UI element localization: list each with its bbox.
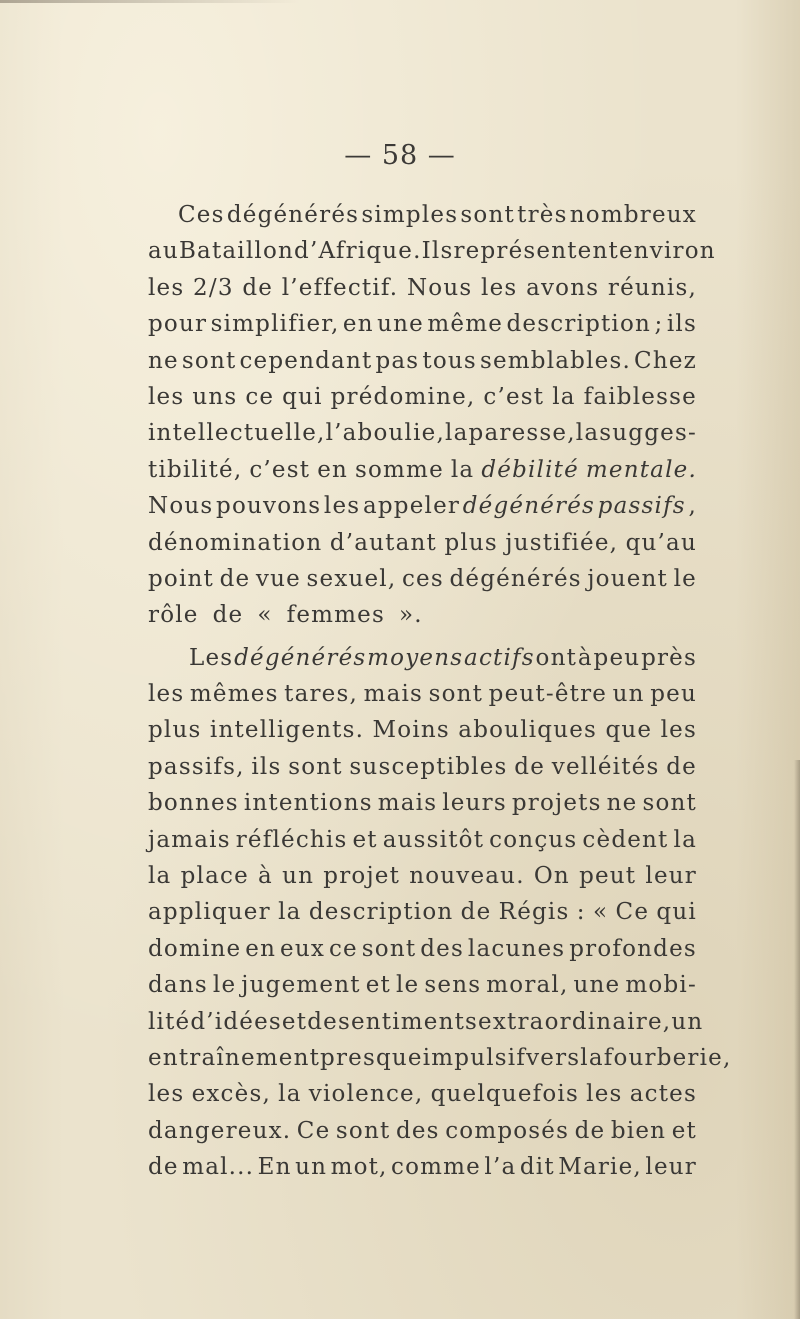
text-line (148, 488, 697, 524)
word: sont (288, 753, 343, 780)
word: actes (629, 1081, 697, 1108)
word: une (573, 972, 621, 999)
word: appeler (362, 493, 461, 520)
text-line (148, 1040, 732, 1076)
word: et (365, 972, 391, 999)
text-line (148, 1004, 704, 1040)
word: Marie, (558, 1154, 642, 1181)
word: ils (251, 753, 282, 780)
word: les (481, 274, 518, 301)
word: sont (642, 790, 697, 817)
word: Ils (421, 238, 454, 265)
text-line (148, 822, 697, 858)
word: dénomination (148, 529, 323, 556)
text-line (148, 858, 697, 894)
word: entraînement (148, 1044, 321, 1071)
word: la (148, 863, 172, 890)
word: Nous (148, 493, 214, 520)
word: c’est (483, 383, 545, 410)
word: , (688, 493, 697, 520)
word: en (245, 935, 277, 962)
word: en (317, 456, 349, 483)
word: et (281, 1008, 308, 1035)
word: Ces (178, 202, 225, 228)
word: paresse, (468, 420, 576, 447)
word: appliquer (148, 899, 271, 926)
word: intentions (243, 790, 373, 817)
text-line (148, 597, 697, 633)
word: ont (535, 644, 578, 671)
text-line (148, 379, 697, 415)
word: les (323, 493, 361, 520)
word: de (666, 753, 697, 780)
word: Les (189, 644, 234, 671)
word: plus (148, 717, 202, 744)
word: intelligents. (209, 717, 365, 744)
word: description (308, 899, 454, 926)
word: leur (645, 1154, 697, 1181)
word: bonnes (148, 790, 239, 817)
word: tares, (284, 681, 359, 708)
word: c’est (249, 456, 311, 483)
text-line (148, 967, 697, 1003)
word: très (517, 202, 568, 228)
word: mot, (330, 1154, 388, 1181)
word: jugement (241, 972, 361, 999)
word: le (212, 972, 237, 999)
word: susceptibles (349, 753, 508, 780)
italic-word: moyens (367, 644, 464, 671)
word: 2/3 (193, 274, 234, 301)
word: représentent (453, 238, 619, 265)
text-line (148, 525, 697, 561)
word: pouvons (216, 493, 322, 520)
word: l’aboulie, (325, 420, 445, 447)
text-line (148, 1076, 697, 1112)
word: simples (361, 202, 459, 228)
word: vers (526, 1044, 581, 1071)
word: ces (401, 565, 444, 592)
word: le (395, 972, 420, 999)
word: environ (618, 238, 716, 265)
word: projets (511, 790, 602, 817)
word: peu (593, 644, 641, 671)
word: la (278, 1081, 302, 1108)
word: justifiée, (505, 529, 619, 556)
text-line (148, 1113, 697, 1149)
word: mais (377, 790, 438, 817)
word: dangereux. (148, 1117, 292, 1144)
word: le (673, 565, 697, 592)
word: ne (606, 790, 638, 817)
word: ce (328, 935, 358, 962)
italic-word: débilité (481, 456, 579, 483)
word: eux (280, 935, 326, 962)
word: de (307, 1008, 338, 1035)
word: ». (399, 602, 423, 629)
word: En (257, 1154, 292, 1181)
word: semblables. (479, 347, 631, 374)
word: avons (526, 274, 600, 301)
body-text (148, 197, 732, 1186)
text-line (148, 233, 716, 269)
word: velléités (551, 753, 660, 780)
word: des (420, 935, 464, 962)
word: dégénérés (449, 565, 582, 592)
text-line (148, 676, 697, 712)
word: Moins (372, 717, 450, 744)
word: ne (148, 347, 179, 374)
word: Chez (634, 347, 697, 374)
word: : (576, 899, 586, 926)
word: Bataillon (178, 238, 295, 265)
word: de (148, 1154, 179, 1181)
word: description (506, 311, 652, 338)
text-line (148, 270, 697, 306)
word: les (660, 717, 697, 744)
word: Ce (296, 1117, 331, 1144)
word: et (671, 1117, 697, 1144)
word: les (148, 383, 185, 410)
word: pour (148, 311, 208, 338)
word: tibilité, (148, 456, 243, 483)
word: bien (610, 1117, 667, 1144)
word: vue (255, 565, 301, 592)
word: domine (148, 935, 242, 962)
word: la (278, 899, 302, 926)
word: On (533, 863, 570, 890)
word: à (258, 863, 273, 890)
word: ce (245, 383, 275, 410)
word: presque (320, 1044, 423, 1071)
italic-word: dégénérés (234, 644, 367, 671)
word: mobi- (625, 972, 697, 999)
word: « (592, 899, 609, 926)
word: un (282, 863, 315, 890)
text-line (148, 197, 697, 233)
word: peut-être (488, 681, 608, 708)
word: ; (654, 311, 664, 338)
word: impulsif (422, 1044, 527, 1071)
word: un (671, 1008, 704, 1035)
word: dégénérés (226, 202, 360, 228)
word: sont (335, 1117, 391, 1144)
word: la (450, 456, 475, 483)
word: simplifier, (210, 311, 340, 338)
word: d’autant (329, 529, 437, 556)
word: dans (148, 972, 208, 999)
word: les (148, 681, 185, 708)
word: violence, (308, 1081, 424, 1108)
text-line (148, 931, 697, 967)
word: plus (444, 529, 498, 556)
word: l’a (484, 1154, 517, 1181)
text-line (148, 640, 697, 676)
word: peu (650, 681, 697, 708)
word: qui (656, 899, 697, 926)
word: nouveau. (409, 863, 525, 890)
word: excès, (191, 1081, 271, 1108)
word: de (219, 565, 251, 592)
word: sugges- (599, 420, 697, 447)
word: de (212, 602, 244, 629)
word: place (180, 863, 249, 890)
word: profondes (569, 935, 697, 962)
italic-word: dégénérés (462, 493, 596, 520)
word: Régis (498, 899, 570, 926)
text-line (148, 785, 697, 821)
word: jamais (148, 826, 231, 853)
word: Ce (615, 899, 650, 926)
word: près (641, 644, 697, 671)
word: moral, (486, 972, 569, 999)
word: sens (424, 972, 482, 999)
word: réfléchis (235, 826, 348, 853)
word: la (673, 826, 697, 853)
word: au (148, 238, 179, 265)
word: qu’au (625, 529, 697, 556)
word: de (242, 274, 274, 301)
word: leur (645, 863, 697, 890)
word: sexuel, (306, 565, 397, 592)
word: extraordinaire, (478, 1008, 672, 1035)
word: composés (445, 1117, 570, 1144)
word: la (580, 1044, 604, 1071)
word: intellectuelle, (148, 420, 326, 447)
word: d’idées (190, 1008, 282, 1035)
page-number: — 58 — (344, 140, 456, 171)
word: peut (579, 863, 637, 890)
word: d’Afrique. (294, 238, 422, 265)
word: lité (148, 1008, 191, 1035)
paragraph (148, 640, 732, 1186)
word: une (377, 311, 424, 338)
text-line (148, 712, 697, 748)
word: les (148, 274, 185, 301)
word: la (552, 383, 576, 410)
page-top-edge-shadow (0, 0, 300, 3)
italic-word: actifs (464, 644, 535, 671)
word: les (148, 1081, 185, 1108)
text-line (148, 749, 697, 785)
word: quelquefois (430, 1081, 579, 1108)
word: en (342, 311, 374, 338)
word: mal... (182, 1154, 255, 1181)
word: sont (361, 935, 417, 962)
text-line (148, 343, 697, 379)
word: passifs, (148, 753, 245, 780)
word: mêmes (189, 681, 279, 708)
text-line (148, 894, 697, 930)
word: les (586, 1081, 623, 1108)
word: des (395, 1117, 440, 1144)
word: que (605, 717, 653, 744)
text-line (148, 415, 697, 451)
text-line (148, 452, 697, 488)
word: dit (519, 1154, 555, 1181)
word: de (574, 1117, 606, 1144)
paragraph (148, 197, 716, 634)
word: abouliques (458, 717, 598, 744)
word: un (612, 681, 645, 708)
word: réunis, (607, 274, 697, 301)
word: sont (428, 681, 484, 708)
word: et (352, 826, 378, 853)
word: de (460, 899, 492, 926)
word: leurs (442, 790, 507, 817)
text-line (148, 1149, 697, 1185)
word: rôle (148, 602, 199, 629)
page-right-edge-shadow (794, 760, 800, 1319)
word: projet (323, 863, 401, 890)
word: jouent (587, 565, 669, 592)
italic-word: mentale. (585, 456, 697, 483)
word: cèdent (582, 826, 669, 853)
word: l’effectif. (281, 274, 399, 301)
word: nombreux (569, 202, 697, 228)
word: à (577, 644, 593, 671)
word: sont (460, 202, 515, 228)
text-line (148, 306, 697, 342)
word: comme (391, 1154, 481, 1181)
word: sentiments (337, 1008, 479, 1035)
word: prédomine, (330, 383, 476, 410)
text-line (148, 561, 697, 597)
word: la (575, 420, 600, 447)
word: femmes (286, 602, 385, 629)
word: somme (355, 456, 444, 483)
word: fourberie, (603, 1044, 732, 1071)
word: Nous (406, 274, 473, 301)
word: de (514, 753, 546, 780)
word: qui (282, 383, 323, 410)
word: « (257, 602, 273, 629)
word: lacunes (467, 935, 566, 962)
word: conçus (489, 826, 578, 853)
word: ils (666, 311, 697, 338)
italic-word: passifs (597, 493, 686, 520)
word: sont (181, 347, 237, 374)
word: un (295, 1154, 328, 1181)
word: pas (375, 347, 420, 374)
word: point (148, 565, 214, 592)
word: aussitôt (382, 826, 485, 853)
word: mais (363, 681, 424, 708)
word: tous (422, 347, 477, 374)
word: même (427, 311, 504, 338)
word: la (445, 420, 469, 447)
word: cependant (239, 347, 373, 374)
word: faiblesse (583, 383, 697, 410)
word: uns (192, 383, 238, 410)
